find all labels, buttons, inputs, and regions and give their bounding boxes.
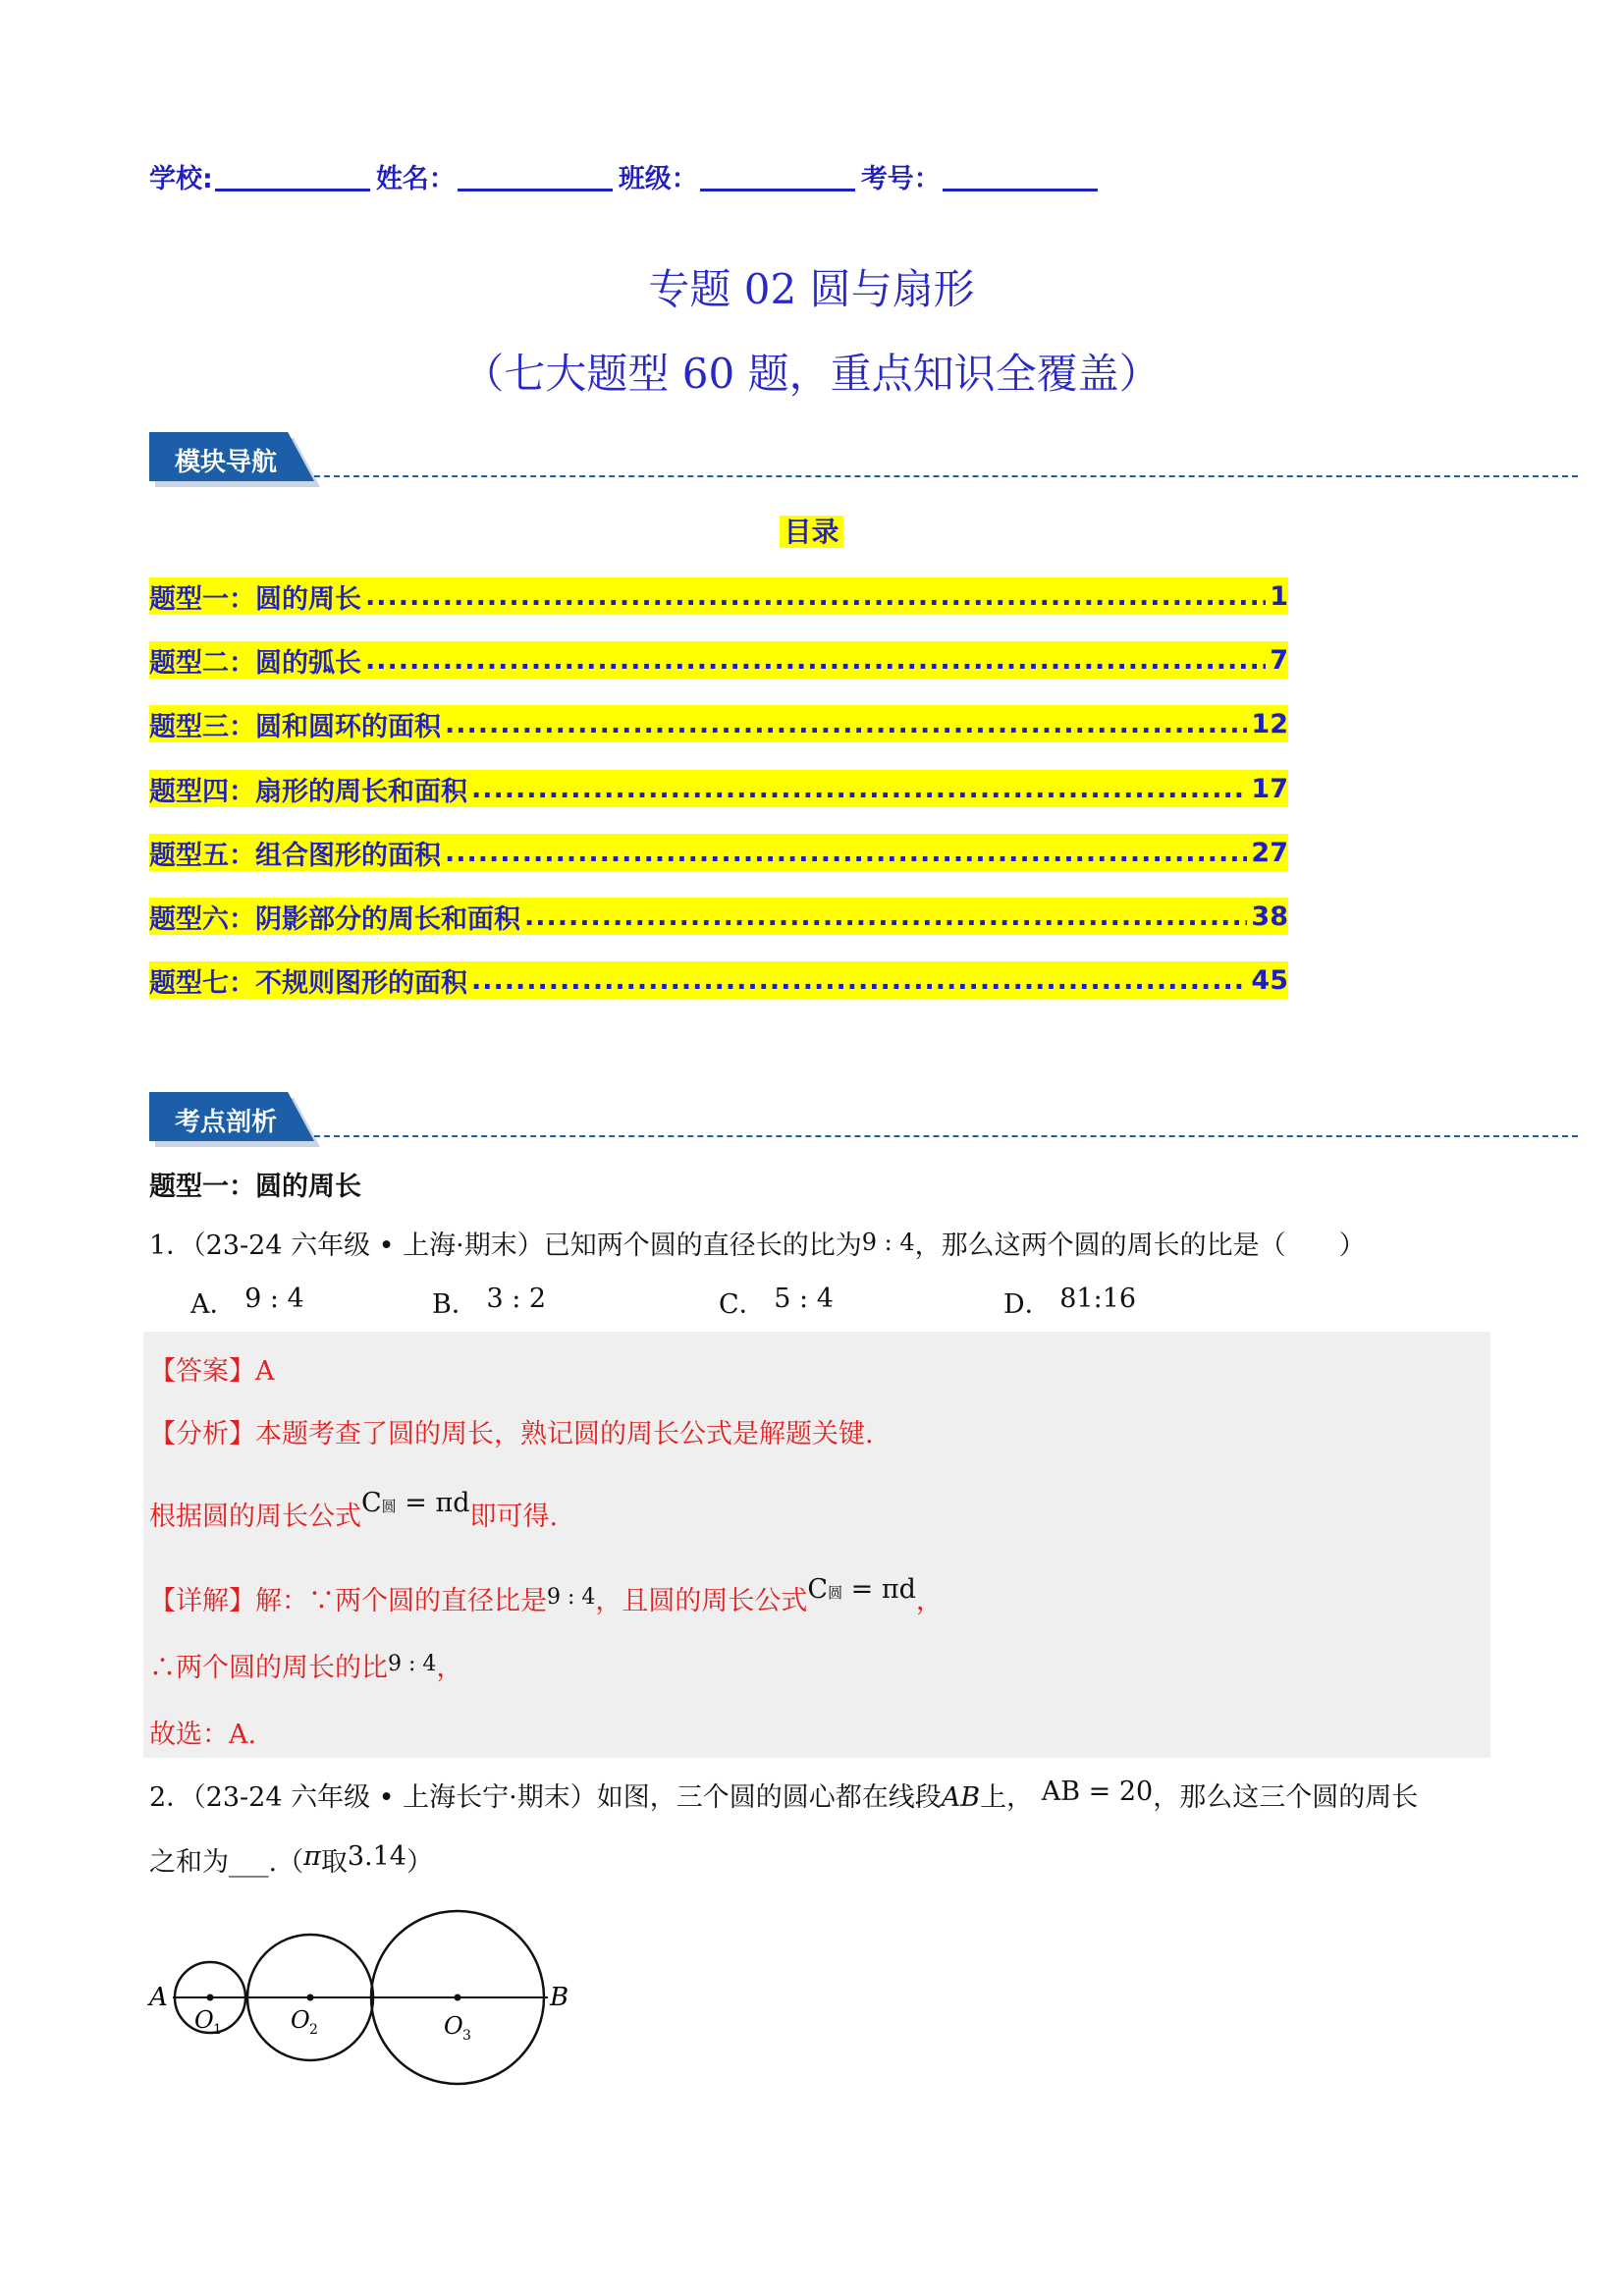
choice-line: 故选：A. xyxy=(149,1720,257,1750)
label-b: B xyxy=(550,1983,569,2012)
exam-no-label: 考号： xyxy=(860,164,941,194)
formula-line: 根据圆的周长公式C圆 = πd即可得. xyxy=(149,1488,559,1532)
toc-item-1[interactable]: 题型一：圆的周长 ..... 1 xyxy=(149,577,1288,615)
center-o1 xyxy=(207,1995,214,2001)
school-blank[interactable] xyxy=(215,167,370,191)
question-1: 1．（23-24 六年级 • 上海·期末）已知两个圆的直径长的比为9 : 4，那么这两个圆的周长的比是（ ） xyxy=(149,1229,1366,1261)
label-o3-sub: 3 xyxy=(462,2028,471,2044)
name-label: 姓名： xyxy=(375,164,456,194)
option-d[interactable]: D． 81:16 xyxy=(1003,1284,1137,1320)
analysis-banner xyxy=(149,1092,1583,1141)
toc-item-5[interactable]: 题型五：组合图形的面积 ..... 27 xyxy=(149,834,1288,871)
label-o2: O xyxy=(291,2006,310,2034)
circles-figure xyxy=(143,1895,585,2092)
name-blank[interactable] xyxy=(458,167,613,191)
question-2-line-2: 之和为___.（π取3.14） xyxy=(149,1841,433,1878)
toc-item-4[interactable]: 题型四：扇形的周长和面积 ..... 17 xyxy=(149,770,1288,807)
banner-label: 模块导航 xyxy=(175,448,278,477)
option-b[interactable]: B． 3 : 2 xyxy=(432,1284,547,1320)
analysis-line: 【分析】本题考查了圆的周长，熟记圆的周长公式是解题关键. xyxy=(149,1419,874,1449)
toc-title: 目录 xyxy=(0,511,1623,550)
banner-divider xyxy=(314,1135,1578,1137)
detail-line: 【详解】解：∵两个圆的直径比是$^{9 : 4}$，且圆的周长公式C圆 = πd， xyxy=(149,1574,943,1616)
banner-divider xyxy=(314,475,1578,477)
center-o3 xyxy=(455,1995,461,2001)
class-label: 班级： xyxy=(618,164,698,194)
option-c[interactable]: C． 5 : 4 xyxy=(719,1284,834,1320)
toc-item-3[interactable]: 题型三：圆和圆环的面积 ..... 12 xyxy=(149,705,1288,742)
school-label: 学校: xyxy=(149,164,213,194)
page-subtitle: （七大题型 60 题，重点知识全覆盖） xyxy=(462,350,1161,398)
answer-line: 【答案】A xyxy=(149,1356,275,1387)
center-o2 xyxy=(307,1995,314,2001)
header-fields xyxy=(149,157,1104,195)
result-line: ∴两个圆的周长的比$^{9 : 4}$， xyxy=(149,1652,463,1683)
toc-item-7[interactable]: 题型七：不规则图形的面积 ..... 45 xyxy=(149,961,1288,999)
label-a: A xyxy=(149,1983,168,2012)
page-title: 专题 02 圆与扇形 xyxy=(648,265,975,313)
section-heading: 题型一：圆的周长 xyxy=(149,1172,361,1202)
banner-label: 考点剖析 xyxy=(175,1108,278,1137)
label-o1-sub: 1 xyxy=(213,2022,222,2038)
option-a[interactable]: A． 9 : 4 xyxy=(190,1284,304,1320)
question-2-line-1: 2．（23-24 六年级 • 上海长宁·期末）如图，三个圆的圆心都在线段AB上， AB = 20，那么这三个圆的周长 xyxy=(149,1777,1419,1813)
label-o2-sub: 2 xyxy=(309,2022,318,2038)
module-nav-banner xyxy=(149,432,1583,481)
toc-item-2[interactable]: 题型二：圆的弧长 ..... 7 xyxy=(149,641,1288,679)
ratio: 9 : 4 xyxy=(861,1229,915,1256)
answer-box xyxy=(143,1332,1490,1758)
label-o3: O xyxy=(444,2012,463,2040)
toc-item-6[interactable]: 题型六：阴影部分的周长和面积 ..... 38 xyxy=(149,898,1288,935)
label-o1: O xyxy=(194,2006,214,2034)
class-blank[interactable] xyxy=(700,167,855,191)
exam-no-blank[interactable] xyxy=(943,167,1098,191)
